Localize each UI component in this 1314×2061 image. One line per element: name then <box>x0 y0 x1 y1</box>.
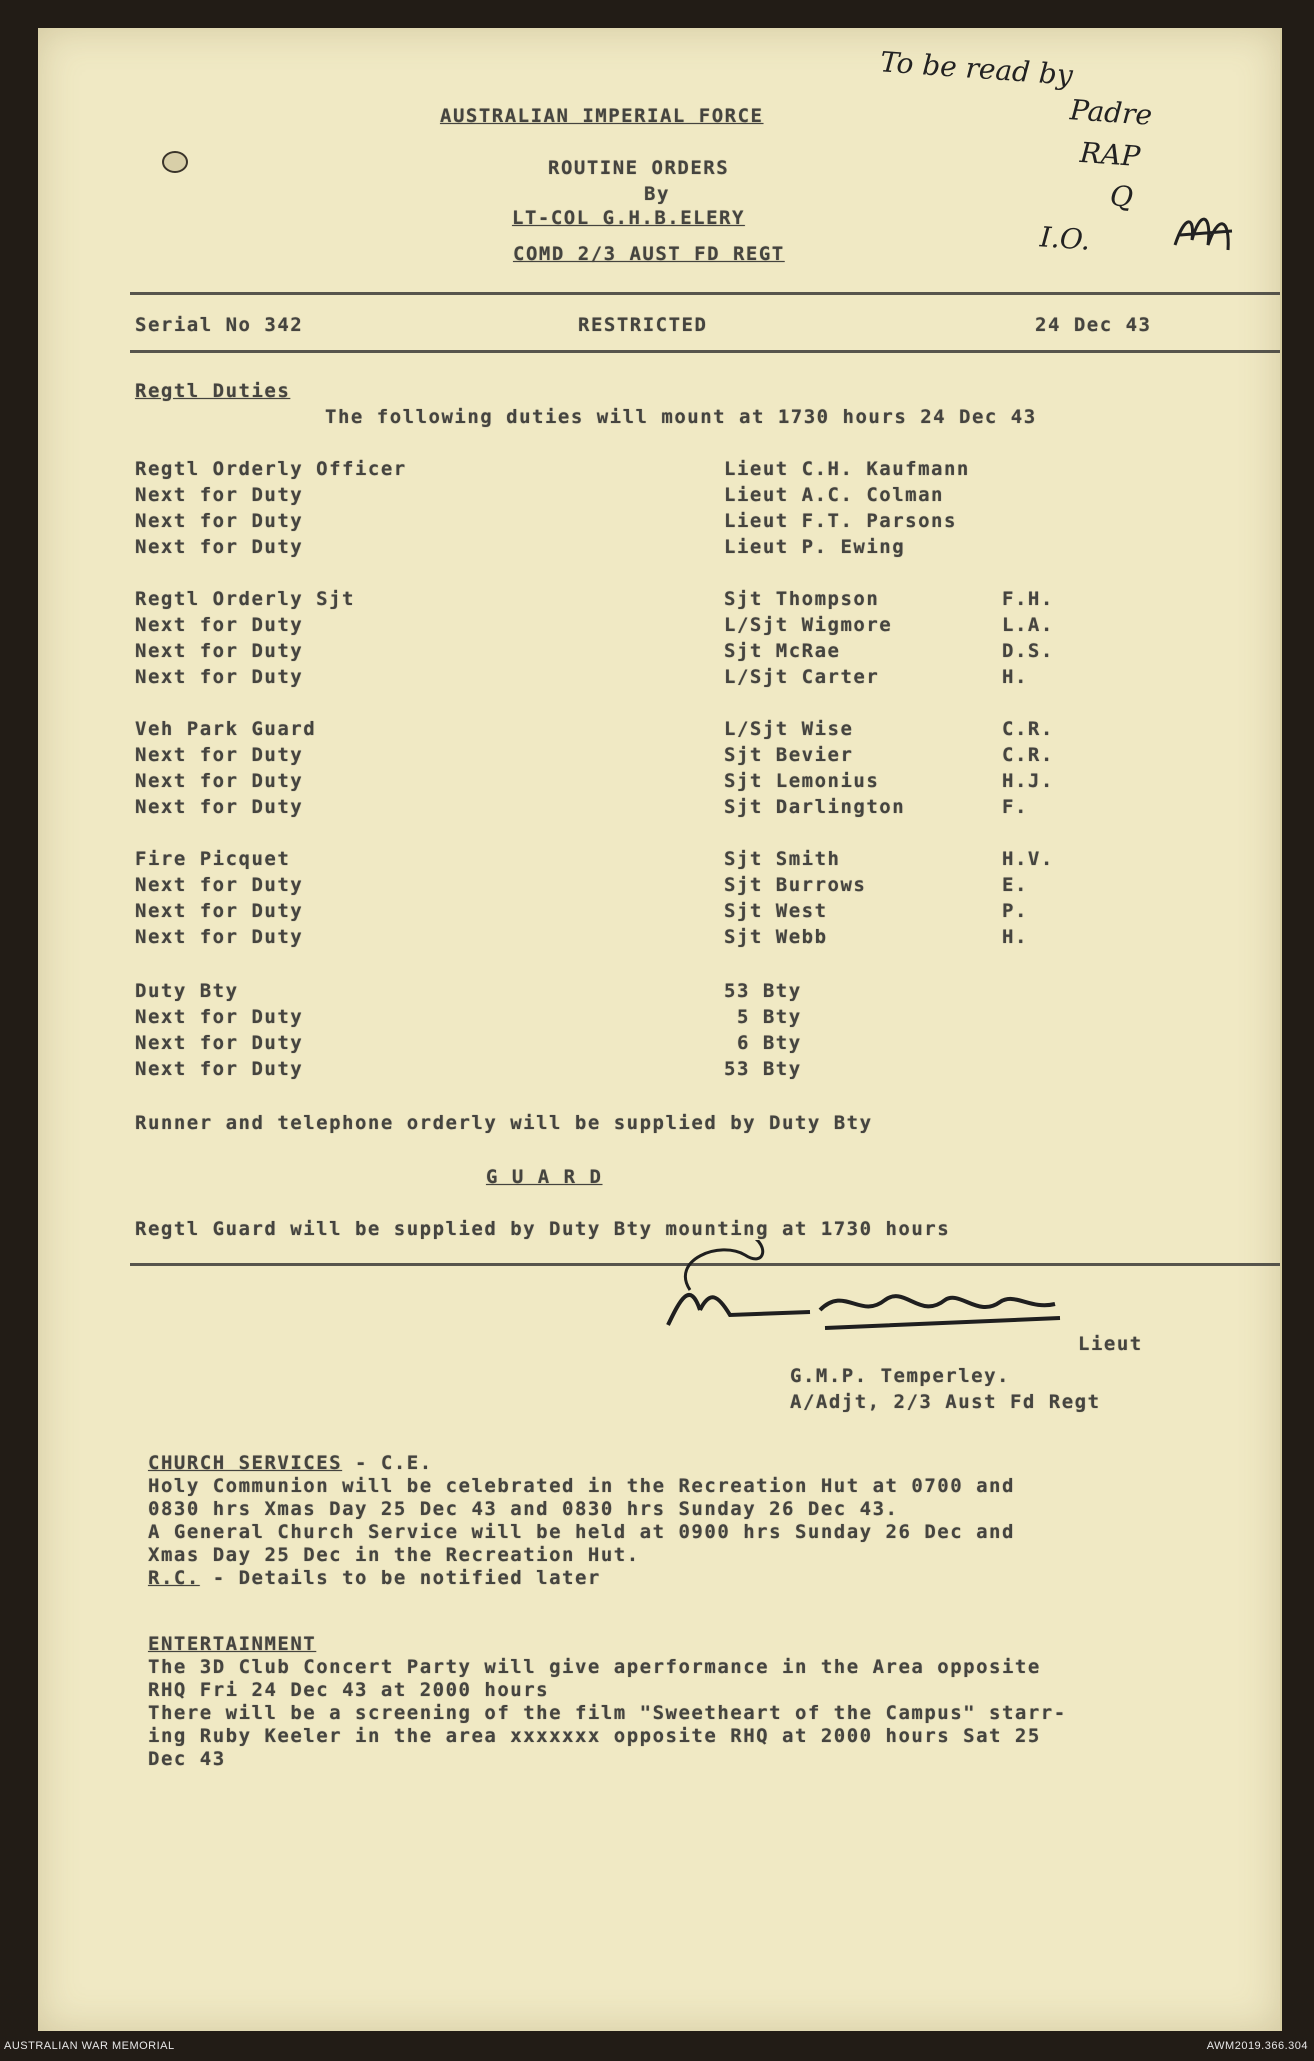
signature-rank: Lieut <box>1078 1333 1143 1355</box>
header-rule <box>130 292 1280 295</box>
duty-person: Sjt McRae <box>724 640 841 662</box>
duty-name: Veh Park Guard <box>135 718 317 740</box>
duty-initials: C.R. <box>1002 718 1054 740</box>
duty-person: L/Sjt Wigmore <box>724 614 893 636</box>
duty-person: Sjt West <box>724 900 828 922</box>
duty-person: Sjt Lemonius <box>724 770 880 792</box>
duty-person: 53 Bty <box>724 1058 802 1080</box>
order-date: 24 Dec 43 <box>1035 314 1152 336</box>
church-line: A General Church Service will be held at 0900 hrs Sunday 26 Dec and <box>148 1521 1015 1543</box>
duty-initials: H.J. <box>1002 770 1054 792</box>
entertainment-line: ing Ruby Keeler in the area xxxxxxx opposite RHQ at 2000 hours Sat 25 <box>148 1725 1041 1747</box>
command-unit: COMD 2/3 AUST FD REGT <box>513 243 785 265</box>
duty-name: Next for Duty <box>135 796 304 818</box>
duty-name: Next for Duty <box>135 1032 304 1054</box>
duty-person: Sjt Smith <box>724 848 841 870</box>
duty-name: Next for Duty <box>135 614 304 636</box>
duty-person: Sjt Thompson <box>724 588 880 610</box>
initials-scribble <box>1170 205 1240 260</box>
duty-initials: F. <box>1002 796 1028 818</box>
guard-text: Regtl Guard will be supplied by Duty Bty mounting at 1730 hours <box>135 1218 951 1240</box>
footer-right: AWM2019.366.304 <box>1206 2040 1308 2052</box>
duty-initials: F.H. <box>1002 588 1054 610</box>
duty-initials: L.A. <box>1002 614 1054 636</box>
classification: RESTRICTED <box>578 314 708 336</box>
duty-name: Next for Duty <box>135 874 304 896</box>
signature-scribble <box>660 1240 1100 1340</box>
handwritten-note-line: To be read by <box>879 45 1074 92</box>
duty-name: Regtl Orderly Sjt <box>135 588 355 610</box>
church-heading-suffix: - C.E. <box>342 1452 433 1474</box>
duty-name: Next for Duty <box>135 926 304 948</box>
duty-name: Next for Duty <box>135 900 304 922</box>
duty-person: L/Sjt Wise <box>724 718 854 740</box>
handwritten-note-line: Q <box>1108 179 1135 214</box>
duty-name: Next for Duty <box>135 640 304 662</box>
duty-initials: P. <box>1002 900 1028 922</box>
rc-line <box>148 1567 601 1589</box>
entertainment-line: Dec 43 <box>148 1748 226 1770</box>
duty-name: Next for Duty <box>135 770 304 792</box>
duties-heading: Regtl Duties <box>135 380 291 402</box>
duties-intro: The following duties will mount at 1730 hours 24 Dec 43 <box>325 406 1037 428</box>
signature-name: G.M.P. Temperley. <box>790 1365 1010 1387</box>
duty-name: Duty Bty <box>135 980 239 1002</box>
orders-heading: ROUTINE ORDERS <box>548 157 730 179</box>
handwritten-note-line: I.O. <box>1038 220 1092 257</box>
duty-initials: H.V. <box>1002 848 1054 870</box>
duty-name: Next for Duty <box>135 744 304 766</box>
duty-person: Lieut C.H. Kaufmann <box>724 458 970 480</box>
duty-person: 53 Bty <box>724 980 802 1002</box>
duty-initials: C.R. <box>1002 744 1054 766</box>
duty-name: Regtl Orderly Officer <box>135 458 407 480</box>
commanding-officer: LT-COL G.H.B.ELERY <box>512 207 745 229</box>
duty-name: Fire Picquet <box>135 848 291 870</box>
entertainment-line: The 3D Club Concert Party will give aperformance in the Area opposite <box>148 1656 1041 1678</box>
duty-person: Sjt Darlington <box>724 796 906 818</box>
duty-initials: D.S. <box>1002 640 1054 662</box>
duty-person: Lieut A.C. Colman <box>724 484 944 506</box>
entertainment-heading: ENTERTAINMENT <box>148 1633 317 1655</box>
handwritten-note-line: RAP <box>1078 135 1142 174</box>
duty-name: Next for Duty <box>135 510 304 532</box>
serial-number: Serial No 342 <box>135 314 304 336</box>
church-line: Xmas Day 25 Dec in the Recreation Hut. <box>148 1544 640 1566</box>
duty-person: 5 Bty <box>724 1006 802 1028</box>
church-line: Holy Communion will be celebrated in the Recreation Hut at 0700 and <box>148 1475 1015 1497</box>
force-heading: AUSTRALIAN IMPERIAL FORCE <box>440 105 764 127</box>
handwritten-note-line: Padre <box>1068 93 1154 132</box>
duty-name: Next for Duty <box>135 1006 304 1028</box>
guard-heading: G U A R D <box>486 1166 603 1188</box>
duty-initials: H. <box>1002 926 1028 948</box>
duty-person: Sjt Bevier <box>724 744 854 766</box>
footer-left: AUSTRALIAN WAR MEMORIAL <box>4 2040 175 2052</box>
orders-by: By <box>644 183 670 205</box>
church-heading: CHURCH SERVICES <box>148 1452 343 1474</box>
entertainment-line: There will be a screening of the film "Sweetheart of the Campus" starr- <box>148 1702 1067 1724</box>
punch-hole <box>162 151 188 173</box>
signature-title: A/Adjt, 2/3 Aust Fd Regt <box>790 1391 1101 1413</box>
duty-initials: H. <box>1002 666 1028 688</box>
runner-note: Runner and telephone orderly will be supplied by Duty Bty <box>135 1112 873 1134</box>
duty-person: Lieut F.T. Parsons <box>724 510 957 532</box>
entertainment-line: RHQ Fri 24 Dec 43 at 2000 hours <box>148 1679 550 1701</box>
duty-person: L/Sjt Carter <box>724 666 880 688</box>
duty-name: Next for Duty <box>135 536 304 558</box>
church-heading-line <box>148 1452 433 1474</box>
serial-rule <box>130 350 1280 353</box>
duty-person: Sjt Webb <box>724 926 828 948</box>
duty-name: Next for Duty <box>135 1058 304 1080</box>
duty-initials: E. <box>1002 874 1028 896</box>
duty-person: 6 Bty <box>724 1032 802 1054</box>
duty-person: Sjt Burrows <box>724 874 867 896</box>
rc-label: R.C. <box>148 1567 200 1589</box>
duty-name: Next for Duty <box>135 484 304 506</box>
church-line: 0830 hrs Xmas Day 25 Dec 43 and 0830 hrs Sunday 26 Dec 43. <box>148 1498 899 1520</box>
duty-person: Lieut P. Ewing <box>724 536 906 558</box>
duty-name: Next for Duty <box>135 666 304 688</box>
rc-text: - Details to be notified later <box>199 1567 601 1589</box>
